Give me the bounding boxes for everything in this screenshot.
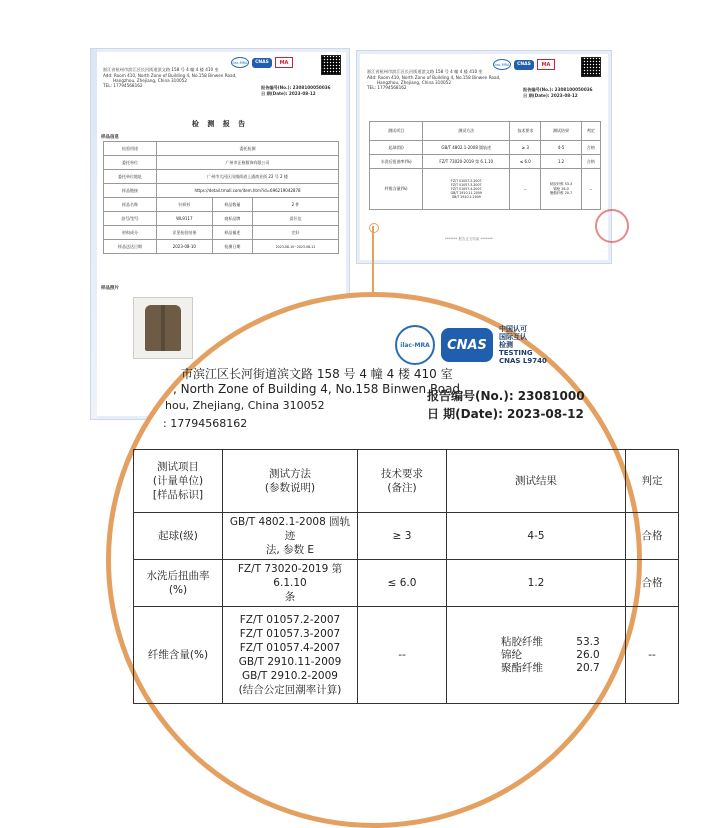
- fiber-value: 53.3: [576, 635, 600, 648]
- row-value: WL9117: [157, 212, 213, 226]
- report-number: 报告编号(No.): 2308100050036: [523, 87, 593, 92]
- header-address-en-1: Add: Room 410, North Zone of Building 4, No.158 Binwen Road,: [367, 75, 501, 80]
- result: 4-5: [541, 141, 581, 155]
- row-label: 商标品牌: [212, 212, 252, 226]
- result: 粘胶纤维 53.3 锦纶 26.0 聚酯纤维 20.7: [541, 169, 581, 210]
- header-tel: TEL: 17794568162: [103, 83, 143, 88]
- ma-logo: MA: [275, 57, 293, 68]
- item: 水洗后扭曲率(%): [370, 155, 423, 169]
- row-label: 样品描述: [212, 226, 252, 240]
- header-method: 测试方法: [423, 122, 510, 141]
- header-address-zh: 浙江省杭州市滨江区长河街道滨文路 158 号 4 幢 4 楼 410 室: [367, 69, 483, 74]
- report-end-note: ******* 报告正文结束 *******: [445, 237, 493, 241]
- judge-fiber: --: [626, 607, 679, 704]
- req-fiber: --: [358, 607, 447, 704]
- row-label: 样品送达日期: [104, 240, 157, 254]
- report-date: 日 期(Date): 2023-08-12: [261, 91, 316, 96]
- fiber-value: 26.0: [576, 648, 600, 661]
- table-row: [134, 560, 679, 607]
- req-twist: ≤ 6.0: [358, 560, 447, 607]
- header-judgement: 判定: [626, 450, 679, 513]
- header-result: 测试结果: [541, 122, 581, 141]
- method: FZ/T 01057.2-2007 FZ/T 01057.3-2007 FZ/T 01057.4-2007 GB/T 2910.11-2009 GB/T 2910.2-2009: [423, 169, 510, 210]
- section-sample-info: 样品信息: [101, 135, 119, 140]
- zoom-address-zh: 市滨江区长河街道滨文路 158 号 4 幢 4 楼 410 室: [181, 367, 453, 381]
- header-judge: 判定: [581, 122, 600, 141]
- table-header-row: [134, 450, 679, 513]
- header-requirement: 技术要求 (备注): [358, 450, 447, 513]
- row-value: 广州市正格服饰有限公司: [157, 156, 339, 170]
- ilac-mra-logo: ilac-MRA: [395, 325, 435, 365]
- row-label: 委托单位地址: [104, 170, 157, 184]
- zoom-tel: : 17794568162: [163, 417, 248, 430]
- test-results-table: [133, 449, 679, 704]
- cnas-logo: CNAS: [514, 60, 534, 70]
- cnas-logo: CNAS: [441, 328, 493, 362]
- row-label: 样品链接: [104, 184, 157, 198]
- req: ≥ 3: [510, 141, 541, 155]
- row-value: https://detail.tmall.com/item.htm?id=696219042878: [157, 184, 339, 198]
- judge: 合格: [581, 155, 600, 169]
- zoom-report-number: 报告编号(No.): 23081000: [427, 389, 585, 403]
- row-label: 委托单位: [104, 156, 157, 170]
- req: ≤ 6.0: [510, 155, 541, 169]
- fiber-name: 锦纶: [501, 648, 522, 661]
- fiber-value: 20.7: [576, 661, 600, 674]
- ilac-mra-logo: ilac-MRA: [493, 59, 511, 70]
- judge-twist: 合格: [626, 560, 679, 607]
- table-row: [134, 607, 679, 704]
- method-fiber: FZ/T 01057.2-2007 FZ/T 01057.3-2007 FZ/T 01057.4-2007 GB/T 2910.11-2009 GB/T 2910.2-2009 (结合公定回潮率计算): [223, 607, 358, 704]
- result-pilling: 4-5: [447, 513, 626, 560]
- row-value: 针织衫: [157, 198, 213, 212]
- zoom-report-date: 日 期(Date): 2023-08-12: [427, 407, 584, 421]
- header-address-en-2: Hangzhou, Zhejiang, China 310052: [113, 78, 188, 83]
- row-label: 检测日期: [212, 240, 252, 254]
- row-value: 2023-08-10~2023-08-12: [253, 240, 339, 254]
- magnifier-lens: [106, 292, 663, 828]
- item-fiber: 纤维含量(%): [134, 607, 223, 704]
- header-tel: TEL: 17794568162: [367, 85, 407, 90]
- header-item: 测试项目 (计量单位) [样品标识]: [134, 450, 223, 513]
- method-pilling: GB/T 4802.1-2008 圆轨迹 法, 参数 E: [223, 513, 358, 560]
- judge: --: [581, 169, 600, 210]
- result: 1.2: [541, 155, 581, 169]
- table-row: [134, 513, 679, 560]
- header-address-en-2: Hangzhou, Zhejiang, China 310052: [377, 80, 452, 85]
- section-sample-photo: 样品照片: [101, 286, 119, 291]
- result-fiber: [447, 607, 626, 704]
- header-method: 测试方法 (参数说明): [223, 450, 358, 513]
- report-number: 报告编号(No.): 2308100050036: [261, 85, 331, 90]
- cnas-logo: CNAS: [252, 58, 272, 68]
- fiber-name: 聚酯纤维: [501, 661, 543, 674]
- result-twist: 1.2: [447, 560, 626, 607]
- report-title: 检 测 报 告: [191, 120, 249, 128]
- judge: 合格: [581, 141, 600, 155]
- item: 起球(级): [370, 141, 423, 155]
- fiber-name: 粘胶纤维: [501, 635, 543, 648]
- method-twist: FZ/T 73020-2019 第 6.1.10 条: [223, 560, 358, 607]
- row-value: 广州市大河区凤凰街道上涌商业街 22 号 2 楼: [157, 170, 339, 184]
- row-value: 详见检验结果: [157, 226, 213, 240]
- row-value: 完好: [253, 226, 339, 240]
- header-address-zh: 浙江省杭州市滨江区长河街道滨文路 158 号 4 幢 4 楼 410 室: [103, 67, 219, 72]
- method: GB/T 4802.1-2008 圆轨迹: [423, 141, 510, 155]
- row-label: 检验用途: [104, 142, 157, 156]
- row-value: 爱什达: [253, 212, 339, 226]
- header-item: 测试项目: [370, 122, 423, 141]
- header-result: 测试结果: [447, 450, 626, 513]
- zoom-accreditation-logos: [395, 325, 547, 365]
- method: FZ/T 73020-2019 第 6.1.10: [423, 155, 510, 169]
- row-label: 材料成分: [104, 226, 157, 240]
- cnas-caption: 中国认可 国际互认 检测 TESTING CNAS L9740: [499, 325, 547, 365]
- row-value: 委托检测: [157, 142, 339, 156]
- req: --: [510, 169, 541, 210]
- row-value: 2 件: [253, 198, 339, 212]
- zoom-address-en-2: hou, Zhejiang, China 310052: [165, 399, 325, 412]
- req-pilling: ≥ 3: [358, 513, 447, 560]
- row-value: 2023-08-10: [157, 240, 213, 254]
- item-twist: 水洗后扭曲率(%): [134, 560, 223, 607]
- ma-logo: MA: [537, 59, 555, 70]
- ilac-mra-logo: ilac-MRA: [231, 57, 249, 68]
- row-label: 样品数量: [212, 198, 252, 212]
- row-label: 款号/型号: [104, 212, 157, 226]
- item: 纤维含量(%): [370, 169, 423, 210]
- row-label: 样品名称: [104, 198, 157, 212]
- judge-pilling: 合格: [626, 513, 679, 560]
- header-req: 技术要求: [510, 122, 541, 141]
- header-address-en-1: Add: Room 410, North Zone of Building 4, No.158 Binwen Road,: [103, 73, 237, 78]
- report-date: 日 期(Date): 2023-08-12: [523, 93, 578, 98]
- zoom-address-en-1: , North Zone of Building 4, No.158 Binwen Road,: [173, 382, 464, 396]
- item-pilling: 起球(级): [134, 513, 223, 560]
